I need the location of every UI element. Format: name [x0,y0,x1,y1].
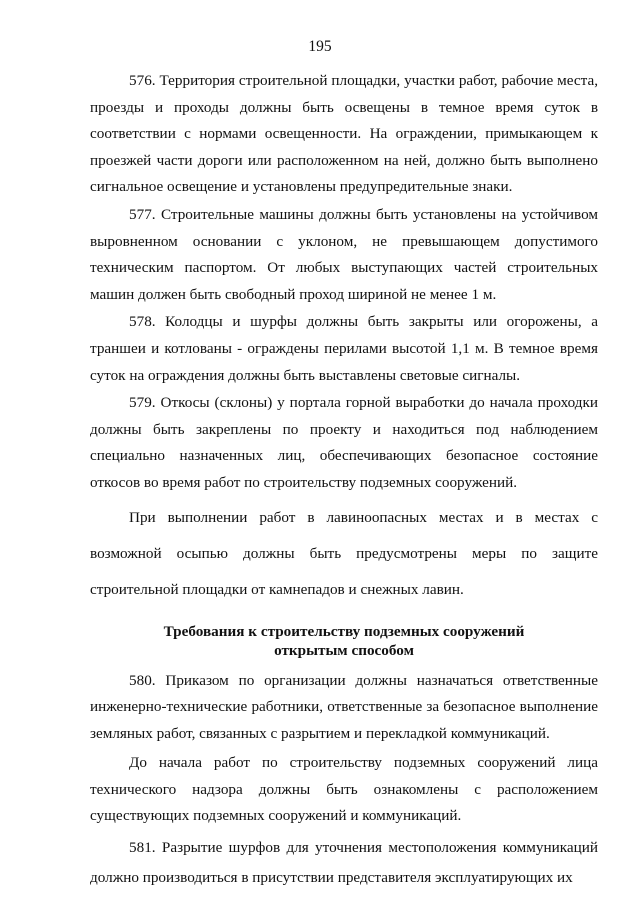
paragraph-580: 580. Приказом по организации должны назначаться ответственные инженерно-технические работники, ответственные за безопасное выполнение земляных работ, связанных с разрытием и перекладкой коммуникаций. [90,671,598,742]
section-heading-line-1: Требования к строительству подземных сооружений [163,622,525,640]
paragraph-577: 577. Строительные машины должны быть установлены на устойчивом выровненном основании с уклоном, не превышающем допустимого техническим паспортом. От любых выступающих частей строительных машин должен быть свободный проход шириной не менее 1 м. [90,205,598,303]
page-number: 195 [308,38,332,55]
section-heading [90,622,598,660]
paragraph-579-continuation: При выполнении работ в лавиноопасных местах и в местах с возможной осыпью должны быть предусмотрены меры по защите строительной площадки от камнепадов и снежных лавин. [90,508,598,598]
paragraph-581: 581. Разрытие шурфов для уточнения местоположения коммуникаций должно производиться в присутствии представителя эксплуатирующих их [90,839,598,887]
document-body [90,68,598,893]
paragraph-579: 579. Откосы (склоны) у портала горной выработки до начала проходки должны быть закреплены по проекту и находиться под наблюдением специально назначенных лиц, обеспечивающих безопасное состояние откосов во время работ по строительству подземных сооружений. [90,394,598,491]
paragraph-578: 578. Колодцы и шурфы должны быть закрыты или огорожены, а траншеи и котлованы - ограждены перилами высотой 1,1 м. В темное время суток на ограждения должны быть выставлены световые сигналы. [90,313,598,384]
section-heading-line-2: открытым способом [274,641,414,659]
paragraph-580-continuation: До начала работ по строительству подземных сооружений лица технического надзора должны быть ознакомлены с расположением существующих подземных сооружений и коммуникаций. [90,754,598,825]
paragraph-576: 576. Территория строительной площадки, участки работ, рабочие места, проезды и проходы должны быть освещены в темное время суток в соответствии с нормами освещенности. На ограждении, примыкающем к проезжей части дороги или расположенном на ней, должно быть выполнено сигнальное освещение и установлены предупредительные знаки. [90,72,598,196]
